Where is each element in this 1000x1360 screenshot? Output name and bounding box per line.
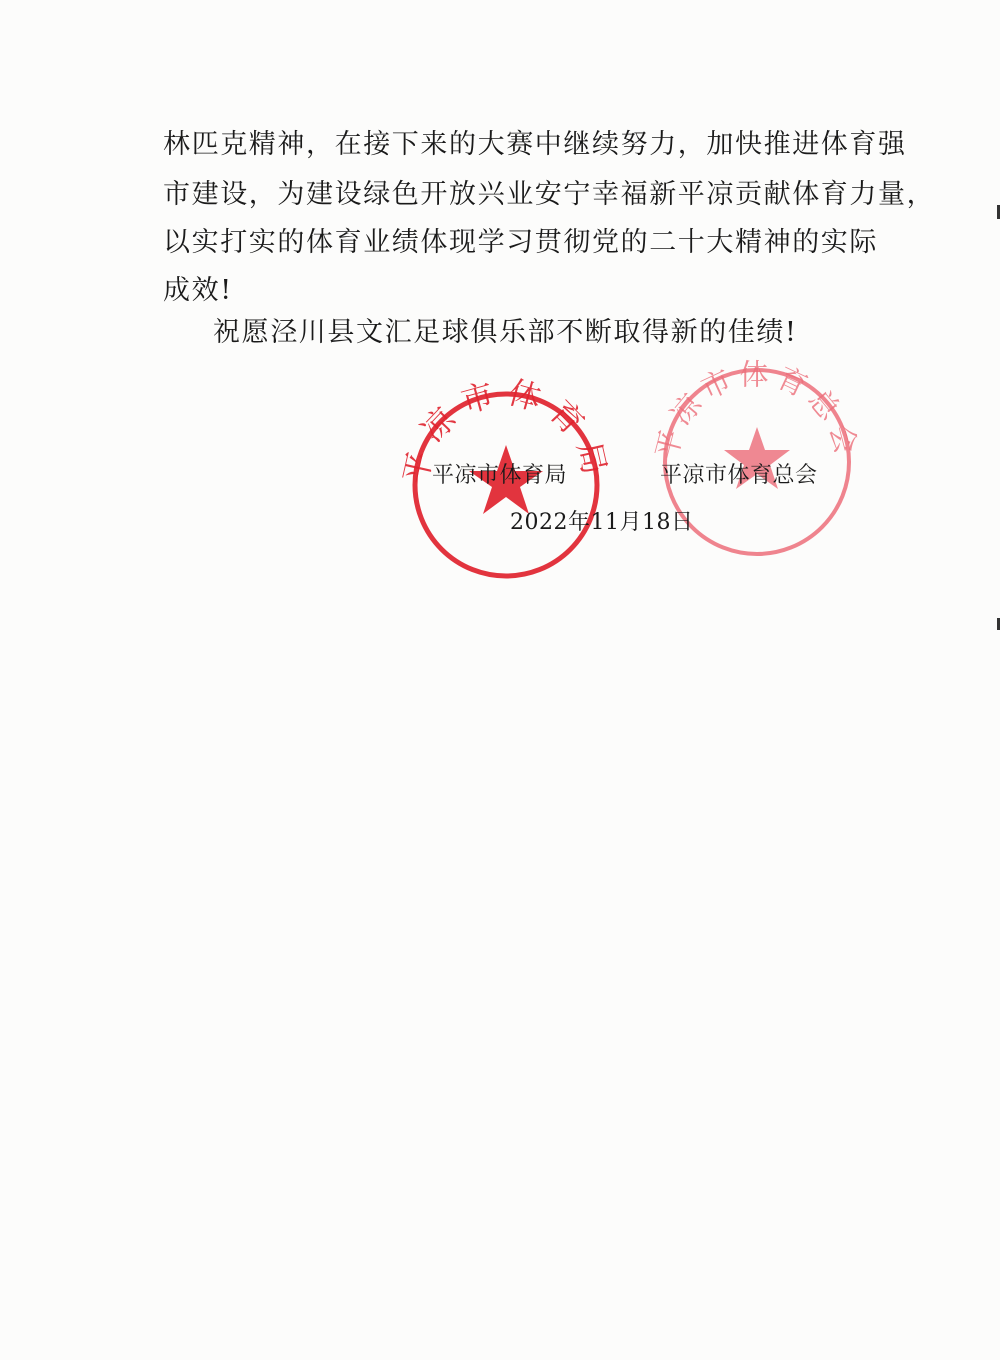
signature-sports-federation: 平凉市体育总会 bbox=[660, 463, 818, 488]
signature-date: 2022年11月18日 bbox=[510, 510, 694, 535]
svg-text:平凉市体育总会: 平凉市体育总会 bbox=[649, 357, 865, 464]
svg-text:平凉市体育局: 平凉市体育局 bbox=[396, 372, 616, 488]
body-text-line-3: 以实打实的体育业绩体现学习贯彻党的二十大精神的实际 bbox=[163, 227, 878, 258]
closing-wish: 祝愿泾川县文汇足球俱乐部不断取得新的佳绩! bbox=[213, 317, 798, 348]
body-text-line-4: 成效! bbox=[163, 275, 233, 306]
body-text-line-2: 市建设，为建设绿色开放兴业安宁幸福新平凉贡献体育力量， bbox=[163, 179, 936, 210]
signature-sports-bureau: 平凉市体育局 bbox=[432, 463, 568, 488]
body-text-line-1: 林匹克精神，在接下来的大赛中继续努力，加快推进体育强 bbox=[163, 129, 907, 160]
